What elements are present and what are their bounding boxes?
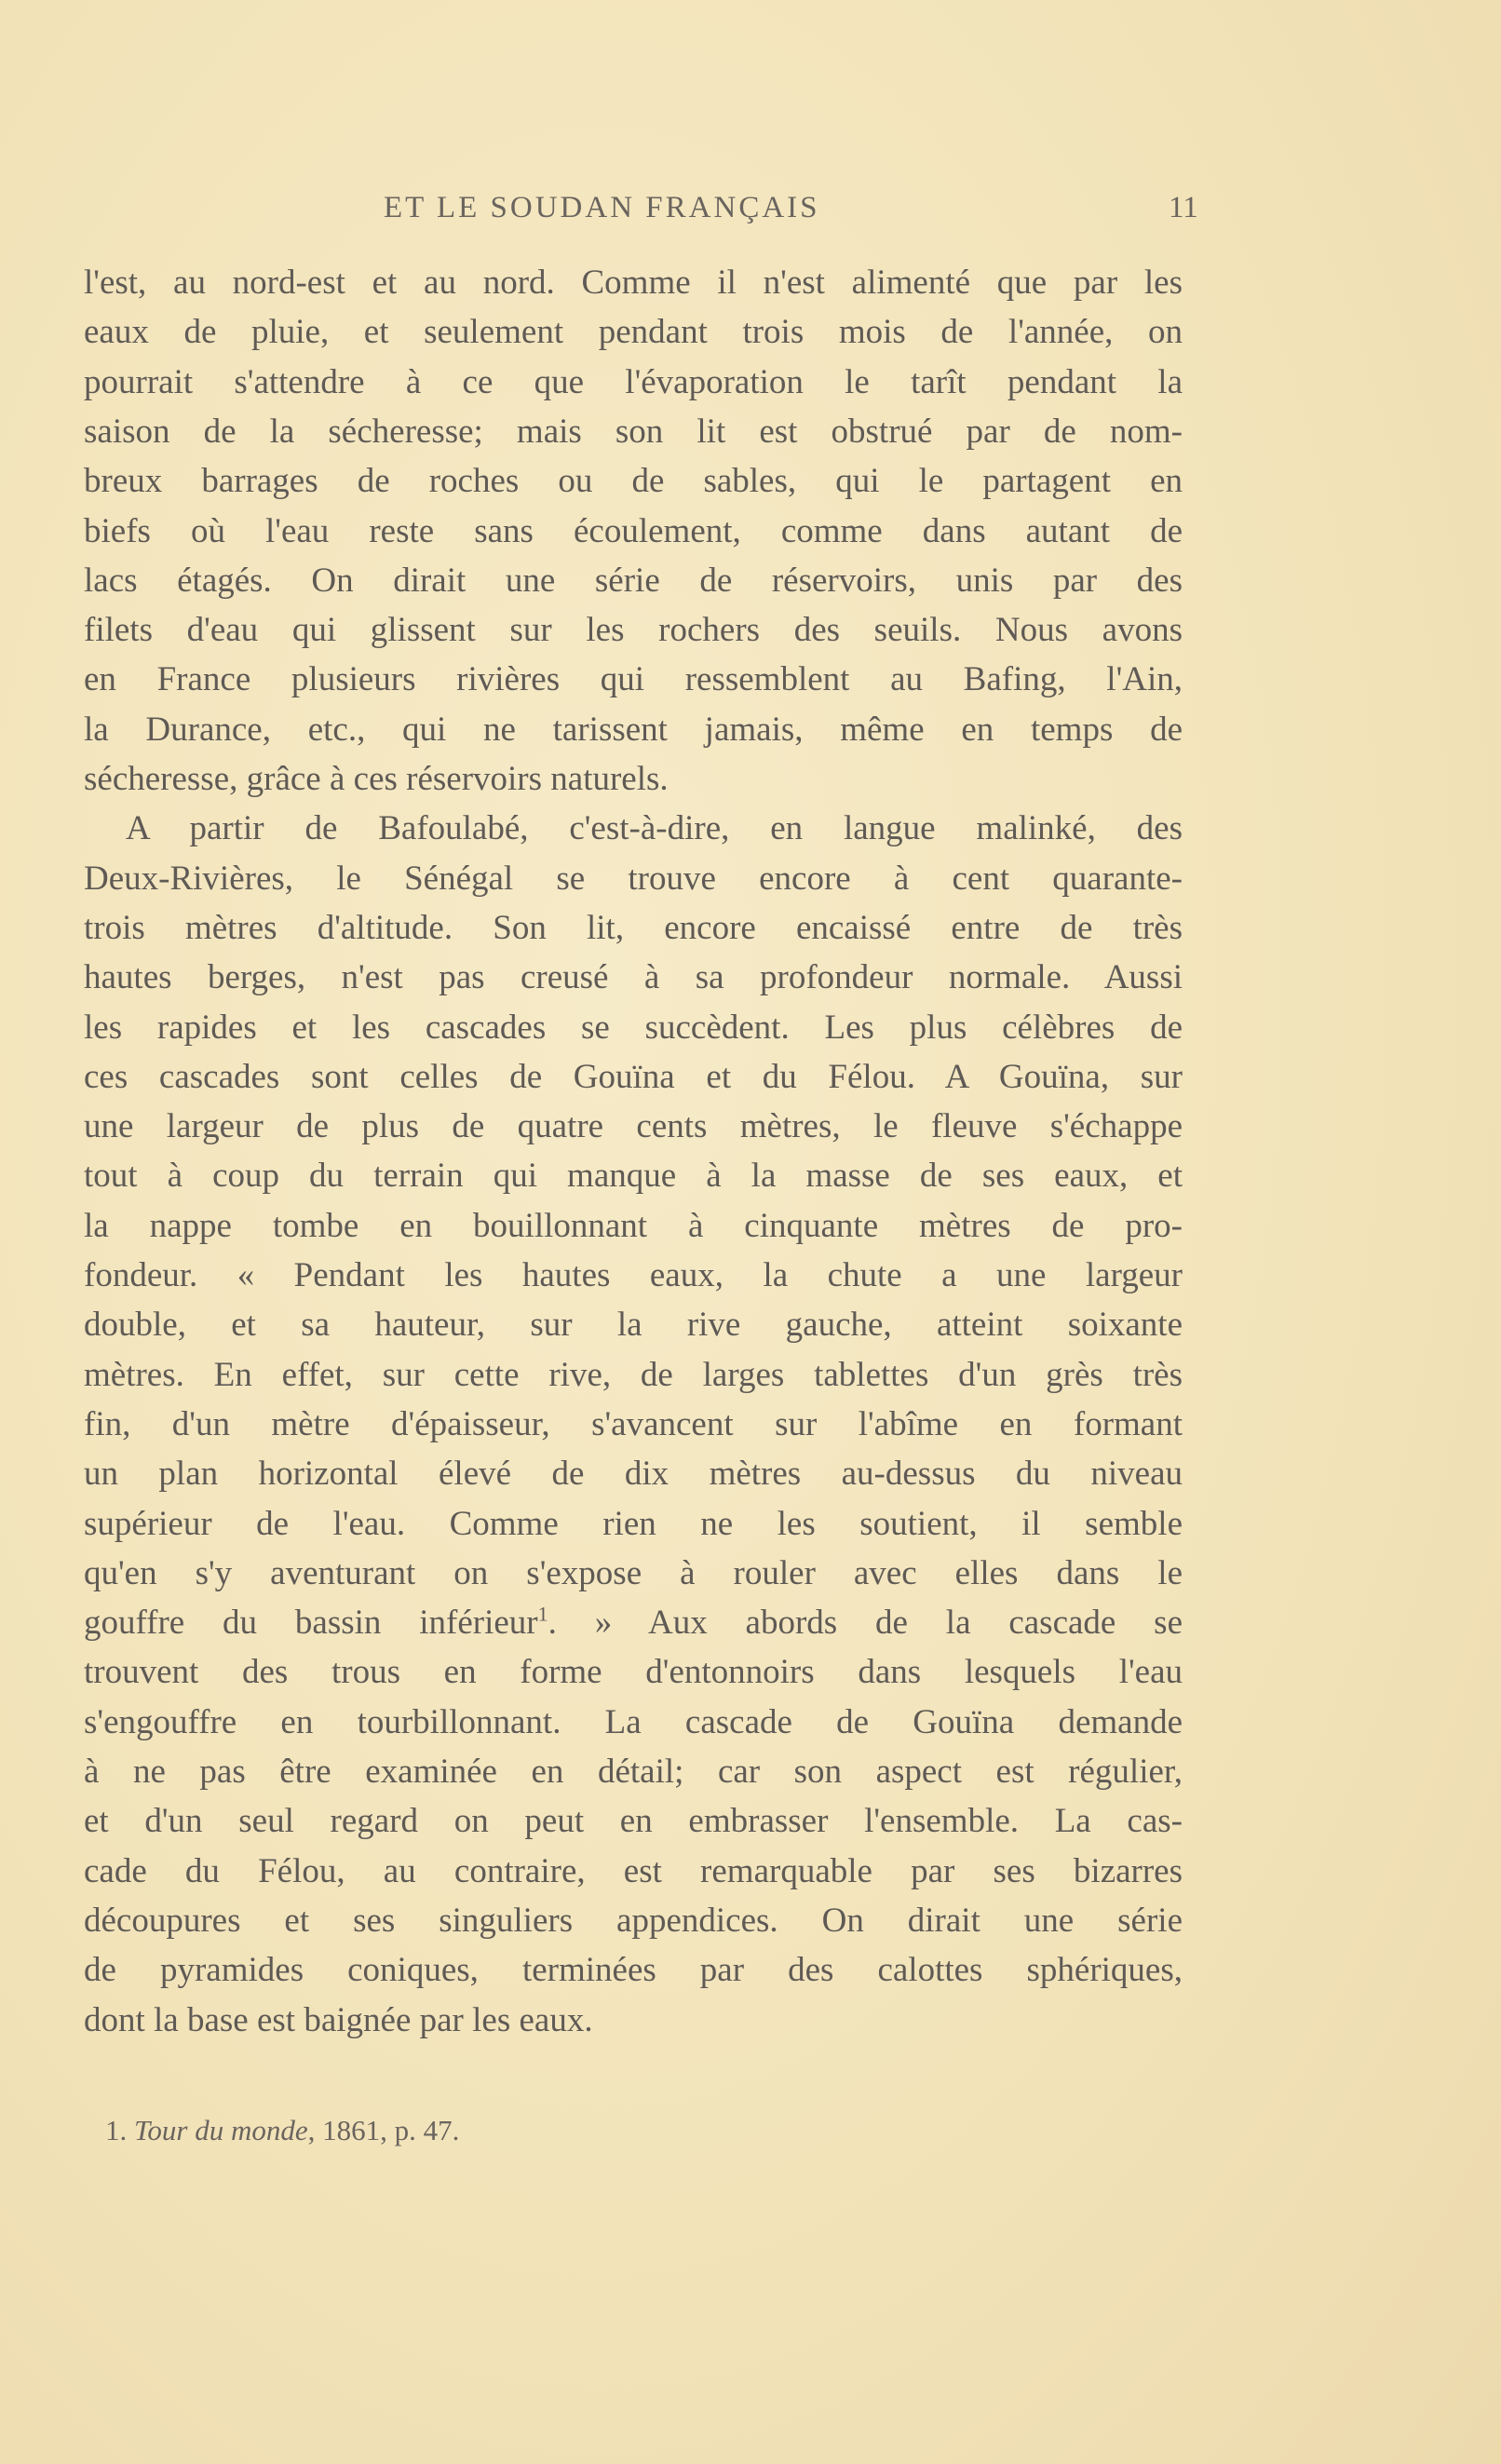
text-line: filets d'eau qui glissent sur les rochers des seuils. Nous avons [84, 611, 1183, 650]
text-line: double, et sa hauteur, sur la rive gauche, atteint soixante [84, 1306, 1183, 1345]
text-line: trois mètres d'altitude. Son lit, encore encaissé entre de très [84, 908, 1183, 947]
footnote [105, 2114, 459, 2147]
text-line: tout à coup du terrain qui manque à la masse de ses eaux, et [84, 1157, 1183, 1196]
text-line: découpures et ses singuliers appendices. On dirait une série [84, 1901, 1183, 1940]
text-line: mètres. En effet, sur cette rive, de larges tablettes d'un grès très [84, 1355, 1183, 1394]
text-line: pourrait s'attendre à ce que l'évaporation le tarît pendant la [84, 362, 1183, 401]
text-line: cade du Félou, au contraire, est remarquable par ses bizarres [84, 1851, 1183, 1890]
page-number: 11 [1169, 191, 1198, 224]
footnote-citation: , 1861, p. 47. [307, 2114, 460, 2146]
footnote-ref: 1 [537, 1602, 548, 1626]
text-line: hautes berges, n'est pas creusé à sa profondeur normale. Aussi [84, 958, 1183, 997]
text-line: et d'un seul regard on peut en embrasser l'ensemble. La cas- [84, 1802, 1183, 1841]
text-line: dont la base est baignée par les eaux. [84, 2000, 593, 2039]
text-line: une largeur de plus de quatre cents mètres, le fleuve s'échappe [84, 1107, 1183, 1146]
text-line: s'engouffre en tourbillonnant. La cascade de Gouïna demande [84, 1702, 1183, 1741]
text-line: eaux de pluie, et seulement pendant trois mois de l'année, on [84, 313, 1183, 352]
text-line: trouvent des trous en forme d'entonnoirs dans lesquels l'eau [84, 1653, 1183, 1692]
text-line: à ne pas être examinée en détail; car son aspect est régulier, [84, 1753, 1183, 1791]
text-line: de pyramides coniques, terminées par des calottes sphériques, [84, 1951, 1183, 1990]
text-line: supérieur de l'eau. Comme rien ne les soutient, il semble [84, 1504, 1183, 1543]
text-line: un plan horizontal élevé de dix mètres au-dessus du niveau [84, 1455, 1183, 1494]
text-line: qu'en s'y aventurant on s'expose à rouler avec elles dans le [84, 1553, 1183, 1592]
text-line: lacs étagés. On dirait une série de réservoirs, unis par des [84, 561, 1183, 600]
text-line: A partir de Bafoulabé, c'est-à-dire, en langue malinké, des [126, 809, 1183, 848]
text-line: en France plusieurs rivières qui ressemblent au Bafing, l'Ain, [84, 660, 1183, 699]
text-line: fondeur. « Pendant les hautes eaux, la chute a une largeur [84, 1256, 1183, 1294]
text-line: gouffre du bassin inférieur$^1$. » Aux abords de la cascade se [84, 1602, 1183, 1643]
text-line: la nappe tombe en bouillonnant à cinquante mètres de pro- [84, 1206, 1183, 1245]
running-title: ET LE SOUDAN FRANÇAIS [384, 191, 820, 224]
text-line: les rapides et les cascades se succèdent. Les plus célèbres de [84, 1008, 1183, 1047]
text-line: l'est, au nord-est et au nord. Comme il n'est alimenté que par les [84, 264, 1183, 302]
text-line: fin, d'un mètre d'épaisseur, s'avancent sur l'abîme en formant [84, 1404, 1183, 1443]
text-line: ces cascades sont celles de Gouïna et du Félou. A Gouïna, sur [84, 1057, 1183, 1096]
footnote-number: 1. [105, 2114, 128, 2146]
footnote-title: Tour du monde [134, 2114, 308, 2146]
text-line: breux barrages de roches ou de sables, qui le partagent en [84, 462, 1183, 501]
text-line: sécheresse, grâce à ces réservoirs naturels. [84, 760, 669, 798]
text-line: la Durance, etc., qui ne tarissent jamais, même en temps de [84, 710, 1183, 749]
text-line: biefs où l'eau reste sans écoulement, comme dans autant de [84, 511, 1183, 550]
text-line: Deux-Rivières, le Sénégal se trouve encore à cent quarante- [84, 859, 1183, 898]
text-line: saison de la sécheresse; mais son lit est obstrué par de nom- [84, 412, 1183, 451]
